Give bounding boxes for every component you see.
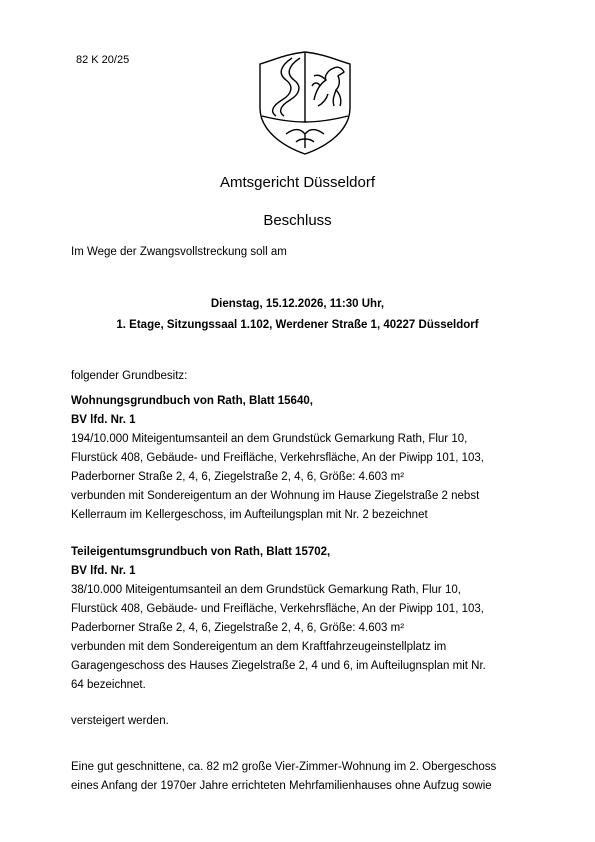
property-line: Paderborner Straße 2, 4, 6, Ziegelstraße 2, 4, 6, Größe: 4.603 m² (71, 622, 405, 634)
appointment-date: Dienstag, 15.12.2026, 11:30 Uhr, (210, 298, 385, 310)
property-heading: Wohnungsgrundbuch von Rath, Blatt 15640, (71, 395, 313, 407)
intro-text: Im Wege der Zwangsvollstreckung soll am (71, 246, 287, 258)
outro-text: versteigert werden. (71, 715, 169, 727)
property-subheading: BV lfd. Nr. 1 (71, 414, 136, 426)
description-line: eines Anfang der 1970er Jahre errichteten Mehrfamilienhauses ohne Aufzug sowie (71, 780, 492, 792)
nrw-coat-of-arms-icon (256, 50, 354, 156)
description-line: Eine gut geschnittene, ca. 82 m2 große Vier-Zimmer-Wohnung im 2. Obergeschoss (71, 761, 497, 773)
property-line: verbunden mit Sondereigentum an der Wohnung im Hause Ziegelstraße 2 nebst (71, 490, 480, 502)
property-line: Kellerraum im Kellergeschoss, im Aufteilungsplan mit Nr. 2 bezeichnet (71, 509, 428, 521)
property-line: verbunden mit dem Sondereigentum an dem Kraftfahrzeugeinstellplatz im (71, 641, 447, 653)
property-line: Flurstück 408, Gebäude- und Freifläche, Verkehrsfläche, An der Piwipp 101, 103, (71, 603, 484, 615)
appointment-location: 1. Etage, Sitzungssaal 1.102, Werdener Straße 1, 40227 Düsseldorf (116, 319, 479, 331)
property-line: 38/10.000 Miteigentumsanteil an dem Grundstück Gemarkung Rath, Flur 10, (71, 584, 461, 596)
document-title: Beschluss (263, 212, 332, 229)
property-line: 194/10.000 Miteigentumsanteil an dem Grundstück Gemarkung Rath, Flur 10, (71, 433, 468, 445)
property-line: Garagengeschoss des Hauses Ziegelstraße 2, 4 und 6, im Aufteilugnsplan mit Nr. (71, 660, 486, 672)
property-line: Flurstück 408, Gebäude- und Freifläche, Verkehrsfläche, An der Piwipp 101, 103, (71, 452, 484, 464)
property-intro: folgender Grundbesitz: (71, 370, 188, 382)
court-name: Amtsgericht Düsseldorf (219, 174, 376, 191)
property-heading: Teileigentumsgrundbuch von Rath, Blatt 15702, (71, 546, 331, 558)
property-line: Paderborner Straße 2, 4, 6, Ziegelstraße 2, 4, 6, Größe: 4.603 m² (71, 471, 405, 483)
case-number: 82 K 20/25 (76, 54, 130, 66)
property-line: 64 bezeichnet. (71, 679, 146, 691)
property-subheading: BV lfd. Nr. 1 (71, 565, 136, 577)
